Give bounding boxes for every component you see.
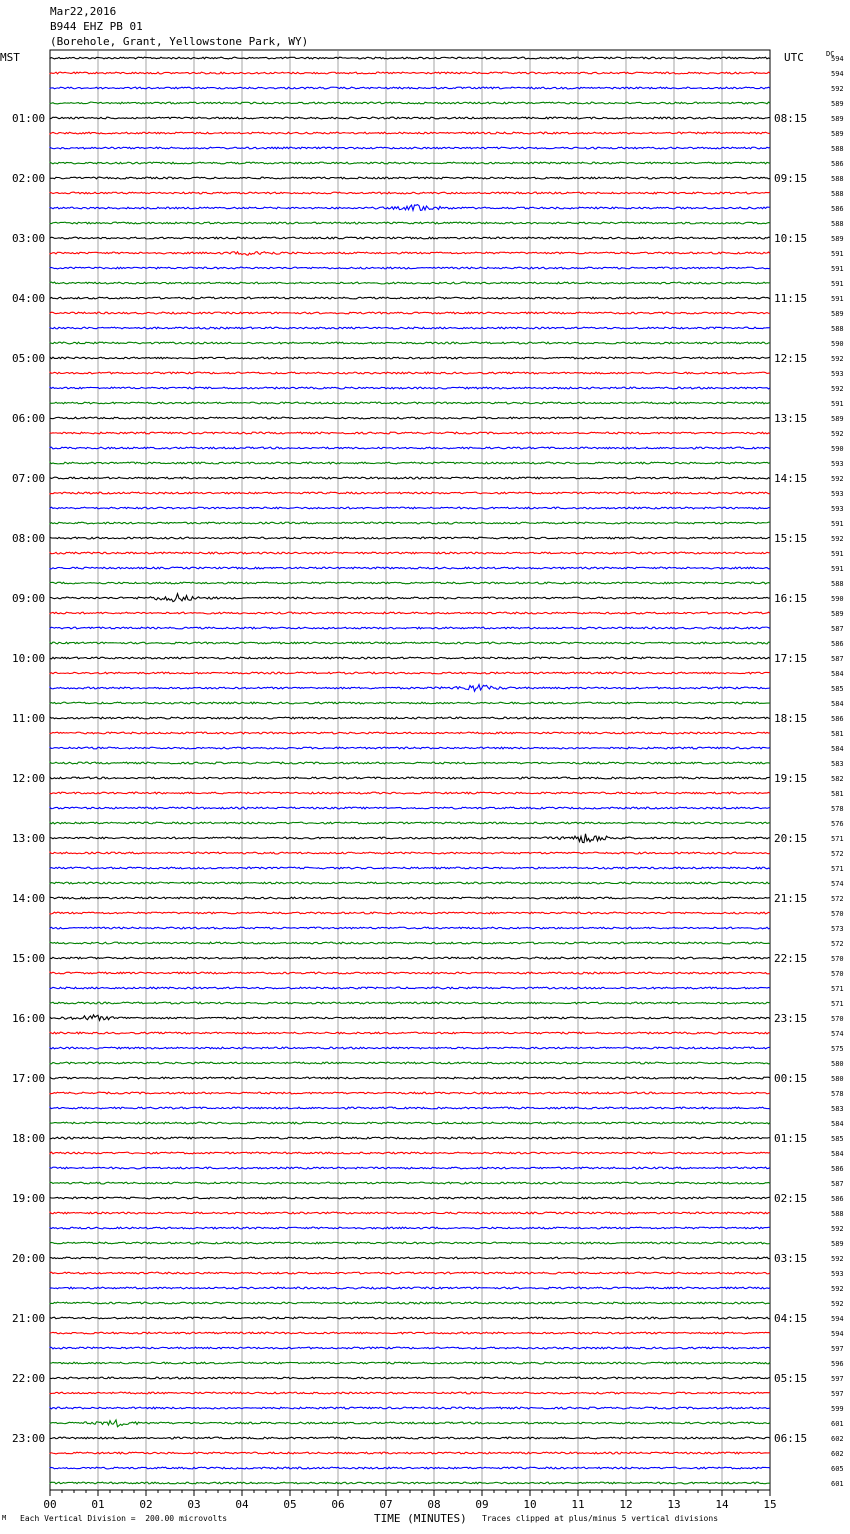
utc-hour-label: 09:15 bbox=[774, 172, 808, 185]
x-tick-label: 13 bbox=[667, 1498, 681, 1511]
trace-line bbox=[50, 957, 770, 959]
dc-offset-label: 570 bbox=[831, 970, 844, 978]
mst-hour-label: 16:00 bbox=[12, 1012, 46, 1025]
trace-line bbox=[50, 1302, 770, 1304]
dc-offset-label: 586 bbox=[831, 160, 844, 168]
trace-line bbox=[50, 657, 770, 659]
trace-line bbox=[50, 132, 770, 134]
trace-line bbox=[50, 402, 770, 404]
dc-offset-label: 592 bbox=[831, 430, 844, 438]
dc-offset-label: 588 bbox=[831, 325, 844, 333]
mst-hour-label: 02:00 bbox=[12, 172, 46, 185]
trace-line bbox=[50, 582, 770, 584]
utc-hour-label: 02:15 bbox=[774, 1192, 808, 1205]
utc-hour-label: 21:15 bbox=[774, 892, 808, 905]
mst-hour-label: 03:00 bbox=[12, 232, 46, 245]
trace-line bbox=[50, 927, 770, 929]
dc-offset-label: 583 bbox=[831, 1105, 844, 1113]
mst-hour-label: 22:00 bbox=[12, 1372, 46, 1385]
dc-offset-label: 591 bbox=[831, 265, 844, 273]
trace-line bbox=[50, 1015, 770, 1020]
mst-hour-label: 11:00 bbox=[12, 712, 46, 725]
trace-line bbox=[50, 1047, 770, 1049]
trace-line bbox=[50, 1287, 770, 1289]
dc-offset-label: 594 bbox=[831, 1330, 844, 1338]
utc-hour-label: 13:15 bbox=[774, 412, 808, 425]
trace-line bbox=[50, 897, 770, 899]
dc-offset-label: 592 bbox=[831, 385, 844, 393]
dc-offset-label: 589 bbox=[831, 310, 844, 318]
trace-line bbox=[50, 747, 770, 749]
trace-line bbox=[50, 1377, 770, 1379]
dc-offset-label: 592 bbox=[831, 1285, 844, 1293]
dc-offset-label: 589 bbox=[831, 610, 844, 618]
dc-offset-label: 591 bbox=[831, 250, 844, 258]
x-tick-label: 08 bbox=[427, 1498, 441, 1511]
dc-offset-label: 592 bbox=[831, 535, 844, 543]
trace-line bbox=[50, 1122, 770, 1124]
utc-hour-label: 06:15 bbox=[774, 1432, 808, 1445]
dc-offset-label: 591 bbox=[831, 400, 844, 408]
trace-line bbox=[50, 507, 770, 509]
dc-offset-label: 601 bbox=[831, 1420, 844, 1428]
trace-line bbox=[50, 237, 770, 239]
trace-line bbox=[50, 537, 770, 539]
dc-offset-label: 597 bbox=[831, 1375, 844, 1383]
mst-hour-label: 23:00 bbox=[12, 1432, 46, 1445]
dc-offset-label: 581 bbox=[831, 790, 844, 798]
dc-offset-label: 593 bbox=[831, 1270, 844, 1278]
trace-line bbox=[50, 222, 770, 224]
utc-hour-label: 08:15 bbox=[774, 112, 808, 125]
trace-line bbox=[50, 387, 770, 389]
trace-line bbox=[50, 72, 770, 74]
dc-offset-label: 583 bbox=[831, 760, 844, 768]
utc-hour-label: 10:15 bbox=[774, 232, 808, 245]
dc-offset-label: 588 bbox=[831, 580, 844, 588]
dc-offset-label: 574 bbox=[831, 1030, 844, 1038]
trace-line bbox=[50, 685, 770, 692]
dc-offset-label: 586 bbox=[831, 640, 844, 648]
dc-offset-label: 586 bbox=[831, 205, 844, 213]
trace-line bbox=[50, 942, 770, 944]
mst-axis-label: MST bbox=[0, 51, 20, 64]
x-tick-label: 03 bbox=[187, 1498, 201, 1511]
dc-offset-label: 592 bbox=[831, 1255, 844, 1263]
mst-hour-label: 04:00 bbox=[12, 292, 46, 305]
trace-line bbox=[50, 972, 770, 974]
dc-offset-label: 597 bbox=[831, 1390, 844, 1398]
dc-offset-label: 602 bbox=[831, 1450, 844, 1458]
trace-line bbox=[50, 1437, 770, 1439]
dc-offset-label: 589 bbox=[831, 100, 844, 108]
dc-offset-label: 585 bbox=[831, 1135, 844, 1143]
mst-hour-label: 17:00 bbox=[12, 1072, 46, 1085]
x-tick-label: 00 bbox=[43, 1498, 57, 1511]
trace-line bbox=[50, 807, 770, 809]
trace-line bbox=[50, 1317, 770, 1319]
trace-line bbox=[50, 1212, 770, 1214]
dc-offset-label: 591 bbox=[831, 565, 844, 573]
trace-line bbox=[50, 627, 770, 629]
dc-offset-label: 589 bbox=[831, 115, 844, 123]
mst-hour-label: 10:00 bbox=[12, 652, 46, 665]
dc-offset-label: 570 bbox=[831, 910, 844, 918]
dc-offset-label: 572 bbox=[831, 895, 844, 903]
mst-hour-label: 18:00 bbox=[12, 1132, 46, 1145]
mst-hour-label: 12:00 bbox=[12, 772, 46, 785]
dc-offset-label: 602 bbox=[831, 1435, 844, 1443]
dc-offset-label: 571 bbox=[831, 835, 844, 843]
dc-offset-label: 589 bbox=[831, 130, 844, 138]
station-code: B944 EHZ PB 01 bbox=[50, 20, 143, 33]
utc-hour-label: 22:15 bbox=[774, 952, 808, 965]
trace-line bbox=[50, 312, 770, 314]
x-tick-label: 10 bbox=[523, 1498, 537, 1511]
dc-offset-label: 574 bbox=[831, 880, 844, 888]
dc-offset-label: 587 bbox=[831, 655, 844, 663]
trace-line bbox=[50, 852, 770, 854]
mst-hour-label: 07:00 bbox=[12, 472, 46, 485]
dc-offset-label: 589 bbox=[831, 415, 844, 423]
trace-line bbox=[50, 567, 770, 569]
dc-offset-label: 594 bbox=[831, 70, 844, 78]
dc-offset-label: 589 bbox=[831, 235, 844, 243]
trace-line bbox=[50, 1332, 770, 1334]
x-tick-label: 15 bbox=[763, 1498, 777, 1511]
dc-offset-label: 572 bbox=[831, 850, 844, 858]
dc-offset-label: 588 bbox=[831, 1210, 844, 1218]
utc-hour-label: 05:15 bbox=[774, 1372, 808, 1385]
mst-hour-label: 15:00 bbox=[12, 952, 46, 965]
x-tick-label: 05 bbox=[283, 1498, 297, 1511]
trace-line bbox=[50, 432, 770, 434]
trace-line bbox=[50, 1467, 770, 1469]
trace-line bbox=[50, 762, 770, 764]
dc-offset-label: 586 bbox=[831, 1165, 844, 1173]
mst-hour-label: 20:00 bbox=[12, 1252, 46, 1265]
trace-line bbox=[50, 267, 770, 269]
trace-line bbox=[50, 882, 770, 884]
dc-offset-label: 578 bbox=[831, 1090, 844, 1098]
x-tick-label: 14 bbox=[715, 1498, 729, 1511]
dc-offset-label: 588 bbox=[831, 175, 844, 183]
dc-offset-label: 570 bbox=[831, 1015, 844, 1023]
utc-hour-label: 14:15 bbox=[774, 472, 808, 485]
trace-line bbox=[50, 867, 770, 869]
dc-offset-label: 592 bbox=[831, 1300, 844, 1308]
dc-offset-label: 592 bbox=[831, 85, 844, 93]
mst-hour-label: 08:00 bbox=[12, 532, 46, 545]
trace-line bbox=[50, 1272, 770, 1274]
corner-mark: M bbox=[2, 1514, 7, 1522]
dc-offset-label: 594 bbox=[831, 55, 844, 63]
utc-hour-label: 00:15 bbox=[774, 1072, 808, 1085]
dc-offset-label: 575 bbox=[831, 1045, 844, 1053]
trace-line bbox=[50, 1347, 770, 1349]
trace-line bbox=[50, 492, 770, 494]
trace-line bbox=[50, 1242, 770, 1244]
trace-line bbox=[50, 987, 770, 989]
x-tick-label: 01 bbox=[91, 1498, 105, 1511]
dc-offset-label: 587 bbox=[831, 1180, 844, 1188]
trace-line bbox=[50, 702, 770, 704]
mst-hour-label: 21:00 bbox=[12, 1312, 46, 1325]
dc-offset-label: 599 bbox=[831, 1405, 844, 1413]
x-tick-label: 12 bbox=[619, 1498, 633, 1511]
utc-hour-label: 15:15 bbox=[774, 532, 808, 545]
dc-offset-label: 582 bbox=[831, 775, 844, 783]
dc-offset-label: 586 bbox=[831, 715, 844, 723]
x-tick-label: 06 bbox=[331, 1498, 345, 1511]
utc-hour-label: 11:15 bbox=[774, 292, 808, 305]
dc-offset-label: 578 bbox=[831, 805, 844, 813]
trace-line bbox=[50, 252, 770, 256]
trace-line bbox=[50, 1197, 770, 1199]
mst-hour-label: 06:00 bbox=[12, 412, 46, 425]
x-tick-label: 09 bbox=[475, 1498, 489, 1511]
utc-axis-label: UTC bbox=[784, 51, 804, 64]
trace-line bbox=[50, 552, 770, 554]
mst-hour-label: 01:00 bbox=[12, 112, 46, 125]
trace-line bbox=[50, 1032, 770, 1034]
dc-offset-label: 585 bbox=[831, 685, 844, 693]
trace-line bbox=[50, 1092, 770, 1094]
trace-line bbox=[50, 297, 770, 299]
dc-offset-label: 593 bbox=[831, 460, 844, 468]
mst-hour-label: 19:00 bbox=[12, 1192, 46, 1205]
trace-line bbox=[50, 1002, 770, 1004]
trace-line bbox=[50, 447, 770, 449]
dc-offset-label: 588 bbox=[831, 220, 844, 228]
vertical-division-note: Each Vertical Division = 200.00 microvolts bbox=[20, 1514, 228, 1523]
trace-line bbox=[50, 777, 770, 779]
dc-offset-label: 591 bbox=[831, 295, 844, 303]
trace-line bbox=[50, 612, 770, 614]
dc-offset-label: 593 bbox=[831, 490, 844, 498]
trace-line bbox=[50, 342, 770, 344]
dc-offset-label: 590 bbox=[831, 340, 844, 348]
trace-line bbox=[50, 1062, 770, 1064]
mst-hour-label: 09:00 bbox=[12, 592, 46, 605]
mst-hour-label: 13:00 bbox=[12, 832, 46, 845]
trace-line bbox=[50, 1482, 770, 1484]
dc-offset-label: 584 bbox=[831, 1150, 844, 1158]
trace-line bbox=[50, 1167, 770, 1169]
dc-offset-label: 580 bbox=[831, 1060, 844, 1068]
utc-hour-label: 20:15 bbox=[774, 832, 808, 845]
trace-line bbox=[50, 732, 770, 734]
trace-line bbox=[50, 1452, 770, 1454]
trace-line bbox=[50, 282, 770, 284]
trace-line bbox=[50, 1077, 770, 1079]
dc-offset-label: 592 bbox=[831, 1225, 844, 1233]
dc-offset-label: 580 bbox=[831, 1075, 844, 1083]
dc-offset-label: 589 bbox=[831, 1240, 844, 1248]
x-tick-label: 04 bbox=[235, 1498, 249, 1511]
trace-line bbox=[50, 1257, 770, 1259]
utc-hour-label: 23:15 bbox=[774, 1012, 808, 1025]
trace-line bbox=[50, 177, 770, 179]
mst-hour-label: 05:00 bbox=[12, 352, 46, 365]
utc-hour-label: 17:15 bbox=[774, 652, 808, 665]
trace-line bbox=[50, 117, 770, 119]
dc-offset-label: 590 bbox=[831, 595, 844, 603]
plot-frame bbox=[50, 50, 770, 1490]
dc-offset-label: 572 bbox=[831, 940, 844, 948]
trace-line bbox=[50, 1420, 770, 1427]
trace-line bbox=[50, 147, 770, 149]
dc-offset-label: 593 bbox=[831, 505, 844, 513]
station-location: (Borehole, Grant, Yellowstone Park, WY) bbox=[50, 35, 309, 48]
dc-offset-label: 587 bbox=[831, 625, 844, 633]
utc-hour-label: 01:15 bbox=[774, 1132, 808, 1145]
trace-line bbox=[50, 1227, 770, 1229]
trace-line bbox=[50, 1182, 770, 1184]
dc-offset-label: 588 bbox=[831, 145, 844, 153]
x-axis-title: TIME (MINUTES) bbox=[374, 1512, 467, 1525]
dc-offset-label: 594 bbox=[831, 1315, 844, 1323]
dc-offset-label: 591 bbox=[831, 280, 844, 288]
dc-offset-label: 573 bbox=[831, 925, 844, 933]
dc-offset-label: 591 bbox=[831, 520, 844, 528]
utc-hour-label: 19:15 bbox=[774, 772, 808, 785]
trace-line bbox=[50, 192, 770, 194]
dc-offset-label: 570 bbox=[831, 955, 844, 963]
trace-line bbox=[50, 672, 770, 674]
trace-line bbox=[50, 642, 770, 644]
dc-offset-label: 592 bbox=[831, 355, 844, 363]
dc-offset-label: 601 bbox=[831, 1480, 844, 1488]
trace-line bbox=[50, 1362, 770, 1364]
trace-line bbox=[50, 205, 770, 211]
x-tick-label: 07 bbox=[379, 1498, 393, 1511]
trace-line bbox=[50, 717, 770, 719]
dc-offset-label: 571 bbox=[831, 985, 844, 993]
trace-line bbox=[50, 357, 770, 359]
utc-hour-label: 16:15 bbox=[774, 592, 808, 605]
dc-offset-label: 586 bbox=[831, 1195, 844, 1203]
x-tick-label: 11 bbox=[571, 1498, 585, 1511]
dc-offset-label: 596 bbox=[831, 1360, 844, 1368]
x-tick-label: 02 bbox=[139, 1498, 153, 1511]
utc-hour-label: 12:15 bbox=[774, 352, 808, 365]
trace-line bbox=[50, 1407, 770, 1409]
dc-offset-label: 576 bbox=[831, 820, 844, 828]
dc-offset-label: 593 bbox=[831, 370, 844, 378]
trace-line bbox=[50, 372, 770, 374]
trace-line bbox=[50, 477, 770, 479]
dc-offset-label: 581 bbox=[831, 730, 844, 738]
trace-line bbox=[50, 1137, 770, 1139]
dc-offset-label: 571 bbox=[831, 865, 844, 873]
dc-offset-label: 591 bbox=[831, 550, 844, 558]
utc-hour-label: 04:15 bbox=[774, 1312, 808, 1325]
trace-line bbox=[50, 1107, 770, 1109]
trace-line bbox=[50, 327, 770, 329]
dc-offset-label: 571 bbox=[831, 1000, 844, 1008]
trace-line bbox=[50, 912, 770, 914]
trace-line bbox=[50, 522, 770, 524]
dc-offset-label: 584 bbox=[831, 670, 844, 678]
dc-offset-label: 588 bbox=[831, 190, 844, 198]
dc-offset-label: 605 bbox=[831, 1465, 844, 1473]
dc-offset-label: 584 bbox=[831, 745, 844, 753]
dc-offset-label: 584 bbox=[831, 700, 844, 708]
trace-line bbox=[50, 87, 770, 89]
trace-line bbox=[50, 162, 770, 164]
mst-hour-label: 14:00 bbox=[12, 892, 46, 905]
trace-line bbox=[50, 822, 770, 824]
trace-line bbox=[50, 102, 770, 104]
trace-line bbox=[50, 462, 770, 464]
trace-line bbox=[50, 1392, 770, 1394]
utc-hour-label: 03:15 bbox=[774, 1252, 808, 1265]
clip-note: Traces clipped at plus/minus 5 vertical divisions bbox=[482, 1514, 719, 1523]
dc-offset-label: 597 bbox=[831, 1345, 844, 1353]
trace-line bbox=[50, 1152, 770, 1154]
chart-date: Mar22,2016 bbox=[50, 5, 117, 18]
dc-offset-label: 590 bbox=[831, 445, 844, 453]
trace-line bbox=[50, 57, 770, 59]
trace-line bbox=[50, 834, 770, 843]
trace-line bbox=[50, 417, 770, 419]
dc-offset-label: 584 bbox=[831, 1120, 844, 1128]
dc-label: DC bbox=[826, 50, 835, 58]
trace-line bbox=[50, 594, 770, 602]
dc-offset-label: 592 bbox=[831, 475, 844, 483]
utc-hour-label: 18:15 bbox=[774, 712, 808, 725]
trace-line bbox=[50, 792, 770, 794]
